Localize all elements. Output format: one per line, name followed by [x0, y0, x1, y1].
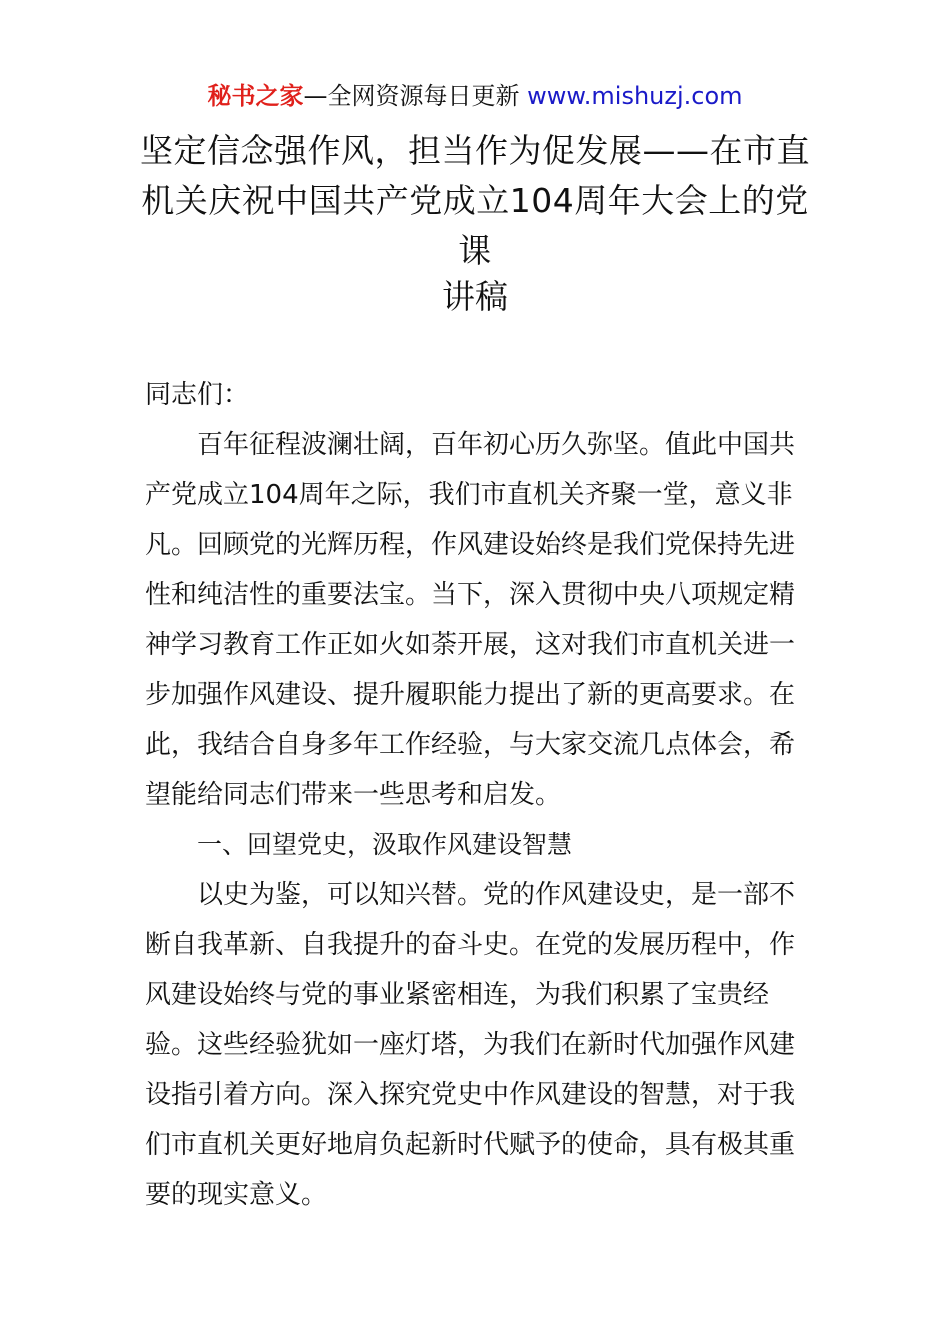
paragraph-line: 神学习教育工作正如火如荼开展，这对我们市直机关进一	[145, 630, 796, 660]
paragraph-line: 设指引着方向。深入探究党史中作风建设的智慧，对于我	[145, 1080, 796, 1110]
paragraph-line: 风建设始终与党的事业紧密相连，为我们积累了宝贵经	[145, 980, 770, 1010]
site-link[interactable]: www.mishuzj.com	[527, 82, 743, 110]
title-line: 机关庆祝中国共产党成立104周年大会上的党	[141, 181, 809, 220]
paragraph-line: 凡。回顾党的光辉历程，作风建设始终是我们党保持先进	[145, 530, 796, 560]
paragraph-line: 们市直机关更好地肩负起新时代赋予的使命，具有极其重	[145, 1130, 796, 1160]
paragraph-line: 验。这些经验犹如一座灯塔，为我们在新时代加强作风建	[145, 1030, 796, 1060]
title-line: 课	[458, 231, 492, 270]
paragraph-line: 要的现实意义。	[145, 1180, 328, 1210]
paragraph-line: 性和纯洁性的重要法宝。当下，深入贯彻中央八项规定精	[145, 580, 796, 610]
document-subtitle: 讲稿	[442, 277, 508, 316]
document-title	[140, 126, 810, 276]
salutation: 同志们：	[145, 380, 250, 410]
paragraph-line: 步加强作风建设、提升履职能力提出了新的更高要求。在	[145, 680, 796, 710]
document-body	[145, 370, 810, 1220]
brand-name: 秘书之家	[207, 82, 304, 110]
site-header	[0, 80, 950, 112]
section-heading: 一、回望党史，汲取作风建设智慧	[197, 830, 573, 859]
paragraph-line: 断自我革新、自我提升的奋斗史。在党的发展历程中，作	[145, 930, 796, 960]
paragraph-line: 此，我结合自身多年工作经验，与大家交流几点体会，希	[145, 730, 796, 760]
paragraph-line: 以史为鉴，可以知兴替。党的作风建设史，是一部不	[197, 880, 796, 910]
paragraph-line: 百年征程波澜壮阔，百年初心历久弥坚。值此中国共	[197, 430, 796, 460]
title-line: 坚定信念强作风，担当作为促发展——在市直	[140, 131, 810, 170]
paragraph-line: 望能给同志们带来一些思考和启发。	[145, 780, 562, 810]
header-tagline: —全网资源每日更新	[303, 82, 528, 110]
paragraph-line: 产党成立104周年之际，我们市直机关齐聚一堂，意义非	[145, 480, 793, 510]
